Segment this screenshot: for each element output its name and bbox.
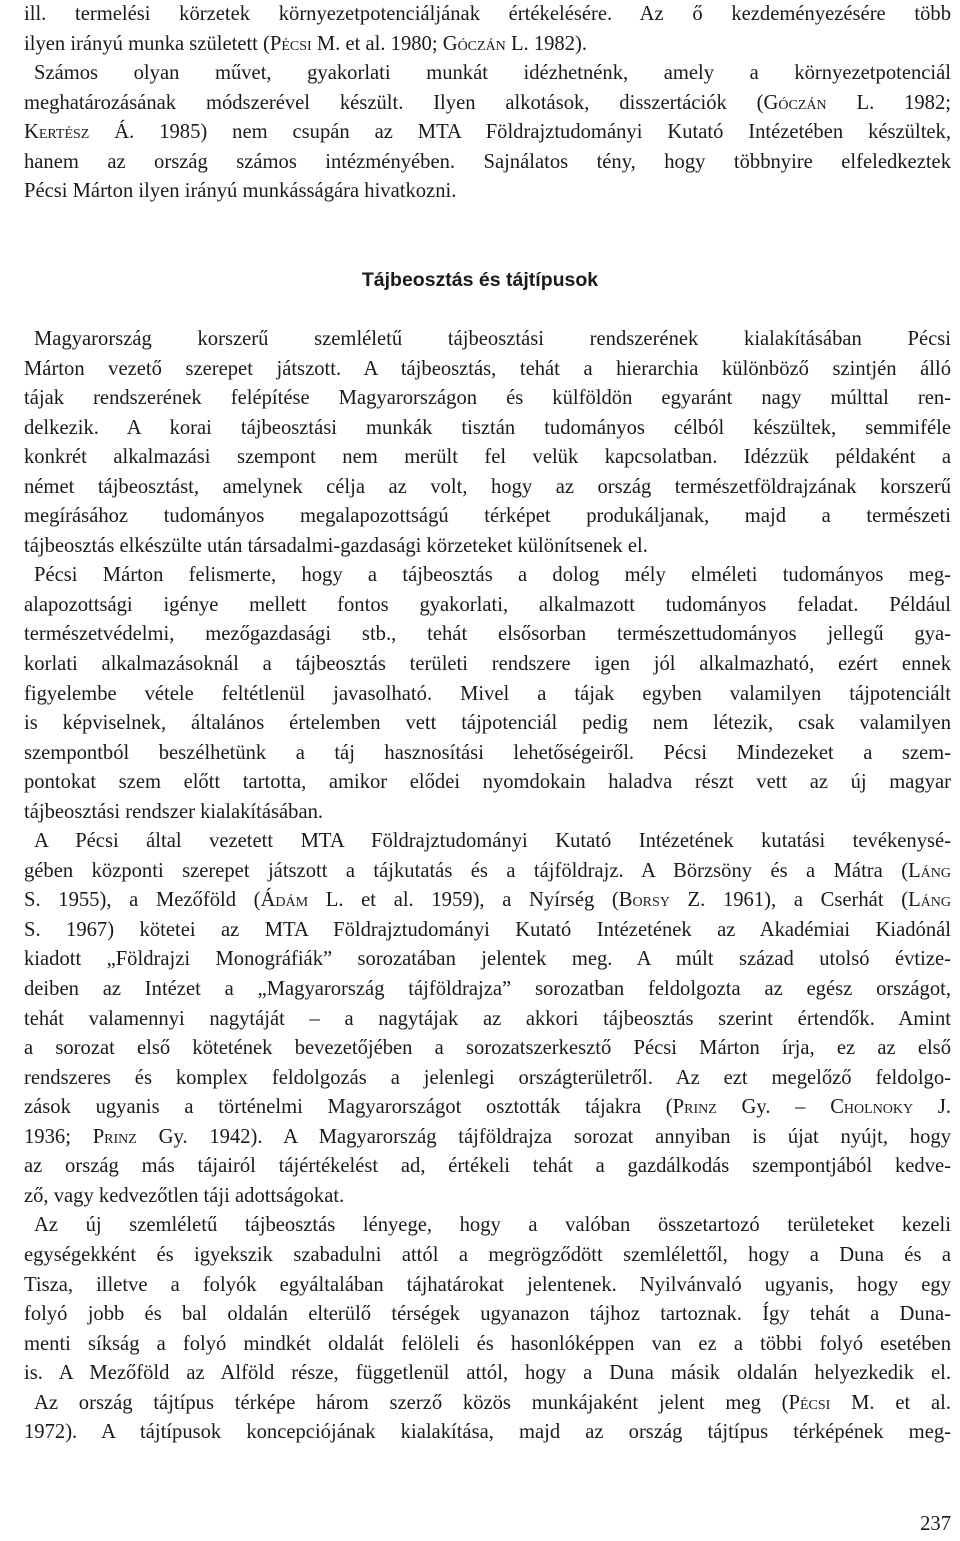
text-line: német tájbeosztást, amelynek célja az volt, hogy az ország természetföldrajzának korszerű — [24, 475, 951, 498]
text-line: Az ország tájtípus térképe három szerző közös munkájaként jelent meg (Pécsi M. et al. — [34, 1391, 951, 1414]
text-line: hanem az ország számos intézményében. Sajnálatos tény, hogy többnyire elfeledkeztek — [24, 150, 951, 173]
text-line: delkezik. A korai tájbeosztási munkák tisztán tudományos célból készültek, semmiféle — [24, 416, 951, 439]
text-line: is. A Mezőföld az Alföld része, függetlenül attól, hogy a Duna másik oldalán helyezkedik el. — [24, 1362, 951, 1385]
text-line: tájak rendszerének felépítése Magyarországon és külföldön egyaránt nagy múlttal ren- — [24, 387, 951, 410]
text-line: egységekként és igyekszik szabadulni attól a megrögződött szemlélettől, hogy a Duna és a — [24, 1243, 951, 1266]
text-line: korlati alkalmazásoknál a tájbeosztás területi rendszere igen jól alkalmazható, ezért ennek — [24, 653, 951, 676]
text-line: 1972). A tájtípusok koncepciójának kialakítása, majd az ország tájtípus térképének meg- — [24, 1421, 951, 1444]
page-number: 237 — [920, 1513, 951, 1535]
text-line: S. 1955), a Mezőföld (Ádám L. et al. 1959), a Nyírség (Borsy Z. 1961), a Cserhát (Láng — [24, 889, 951, 912]
text-line: Pécsi Márton felismerte, hogy a tájbeosztás a dolog mély elméleti tudományos meg- — [34, 564, 951, 587]
text-line: tehát valamennyi nagytáját – a nagytájak az akkori tájbeosztás szerint értendők. Amint — [24, 1007, 951, 1030]
text-line: szempontból beszélhetünk a táj hasznosítási lehetőségeiről. Pécsi Mindezeket a szem- — [24, 741, 951, 764]
text-line: Az új szemléletű tájbeosztás lényege, hogy a valóban összetartozó területeket kezeli — [34, 1214, 951, 1237]
text-line: gében központi szerepet játszott a tájkutatás és a tájföldrajz. A Börzsöny és a Mátra (Láng — [24, 859, 951, 882]
text-line: Kertész Á. 1985) nem csupán az MTA Földrajztudományi Kutató Intézetében készültek, — [24, 121, 951, 144]
text-line: zások ugyanis a történelmi Magyarországot osztották tájakra (Prinz Gy. – Cholnoky J. — [24, 1096, 952, 1119]
text-line: Pécsi Márton ilyen irányú munkásságára hivatkozni. — [24, 180, 457, 203]
text-line: alapozottsági igénye mellett fontos gyakorlati, alkalmazott tudományos feladat. Például — [24, 593, 951, 616]
text-line: ilyen irányú munka született (Pécsi M. et al. 1980; Góczán L. 1982). — [24, 32, 588, 55]
text-line: Magyarország korszerű szemléletű tájbeosztási rendszerének kialakításában Pécsi — [34, 328, 951, 350]
text-line: megírásához tudományos megalapozottságú térképet produkáljanak, majd a természeti — [24, 505, 951, 528]
text-line: rendszeres és komplex feldolgozás a jelenlegi országterületről. Az ezt megelőző feldolgo- — [24, 1066, 951, 1089]
text-line: ző, vagy kedvezőtlen táji adottságokat. — [24, 1184, 345, 1207]
text-line: ill. termelési körzetek környezetpotenciáljának értékelésére. Az ő kezdeményezésére több — [24, 3, 951, 25]
text-line: deiben az Intézet a „Magyarország tájföldrajza” sorozatban feldolgozta az egész országot, — [24, 978, 951, 1001]
text-line: tájbeosztási rendszer kialakításában. — [24, 800, 324, 823]
body-text — [24, 325, 951, 1448]
text-line: meghatározásának módszerével készült. Ilyen alkotások, disszertációk (Góczán L. 1982; — [24, 91, 951, 114]
text-line: menti síkság a folyó mindkét oldalát felöleli és hasonlóképpen van ez a többi folyó esetében — [24, 1332, 951, 1355]
text-line: a sorozat első kötetének bevezetőjében a sorozatszerkesztő Pécsi Márton írja, ez az első — [24, 1037, 951, 1060]
text-line: A Pécsi által vezetett MTA Földrajztudományi Kutató Intézetének kutatási tevékenysé- — [34, 830, 951, 853]
text-line: figyelembe vétele feltétlenül javasolható. Mivel a tájak egyben valamilyen tájpotenciált — [24, 682, 951, 705]
text-line: tájbeosztás elkészülte után társadalmi-gazdasági körzeteket különítsenek el. — [24, 534, 648, 557]
text-line: is képviselnek, általános értelemben vett tájpotenciál pedig nem létezik, csak valamilyen — [24, 712, 951, 735]
text-line: természetvédelmi, mezőgazdasági stb., tehát elsősorban természettudományos jellegű gya- — [24, 623, 951, 646]
text-line: az ország más tájairól tájértékelést ad, értékeli tehát a gazdálkodás szempontjából kedve- — [24, 1155, 951, 1178]
text-line: folyó jobb és bal oldalán elterülő térségek ugyanazon tájhoz tartoznak. Így tehát a Duna- — [24, 1303, 951, 1326]
text-line: pontokat szem előtt tartotta, amikor elődei nyomdokain haladva részt vett az új magyar — [24, 771, 951, 794]
text-line: Tisza, illetve a folyók egyáltalában tájhatárokat jelentenek. Nyilvánvaló ugyanis, hogy egy — [24, 1273, 951, 1296]
text-line: konkrét alkalmazási szempont nem merült fel velük kapcsolatban. Idézzük példaként a — [24, 446, 951, 469]
text-line: 1936; Prinz Gy. 1942). A Magyarország tájföldrajza sorozat annyiban is újat nyújt, hogy — [24, 1125, 951, 1148]
section-heading: Tájbeosztás és tájtípusok — [361, 269, 599, 291]
text-line: Márton vezető szerepet játszott. A tájbeosztás, tehát a hierarchia különböző szintjén álló — [24, 357, 951, 380]
text-line: Számos olyan művet, gyakorlati munkát idézhetnénk, amely a környezetpotenciál — [34, 62, 951, 85]
text-line: S. 1967) kötetei az MTA Földrajztudományi Kutató Intézetének az Akadémiai Kiadónál — [24, 918, 951, 941]
intro-paragraph — [24, 0, 951, 207]
text-line: kiadott „Földrajzi Monográfiák” sorozatában jelentek meg. A múlt század utolsó évtize- — [24, 948, 951, 971]
